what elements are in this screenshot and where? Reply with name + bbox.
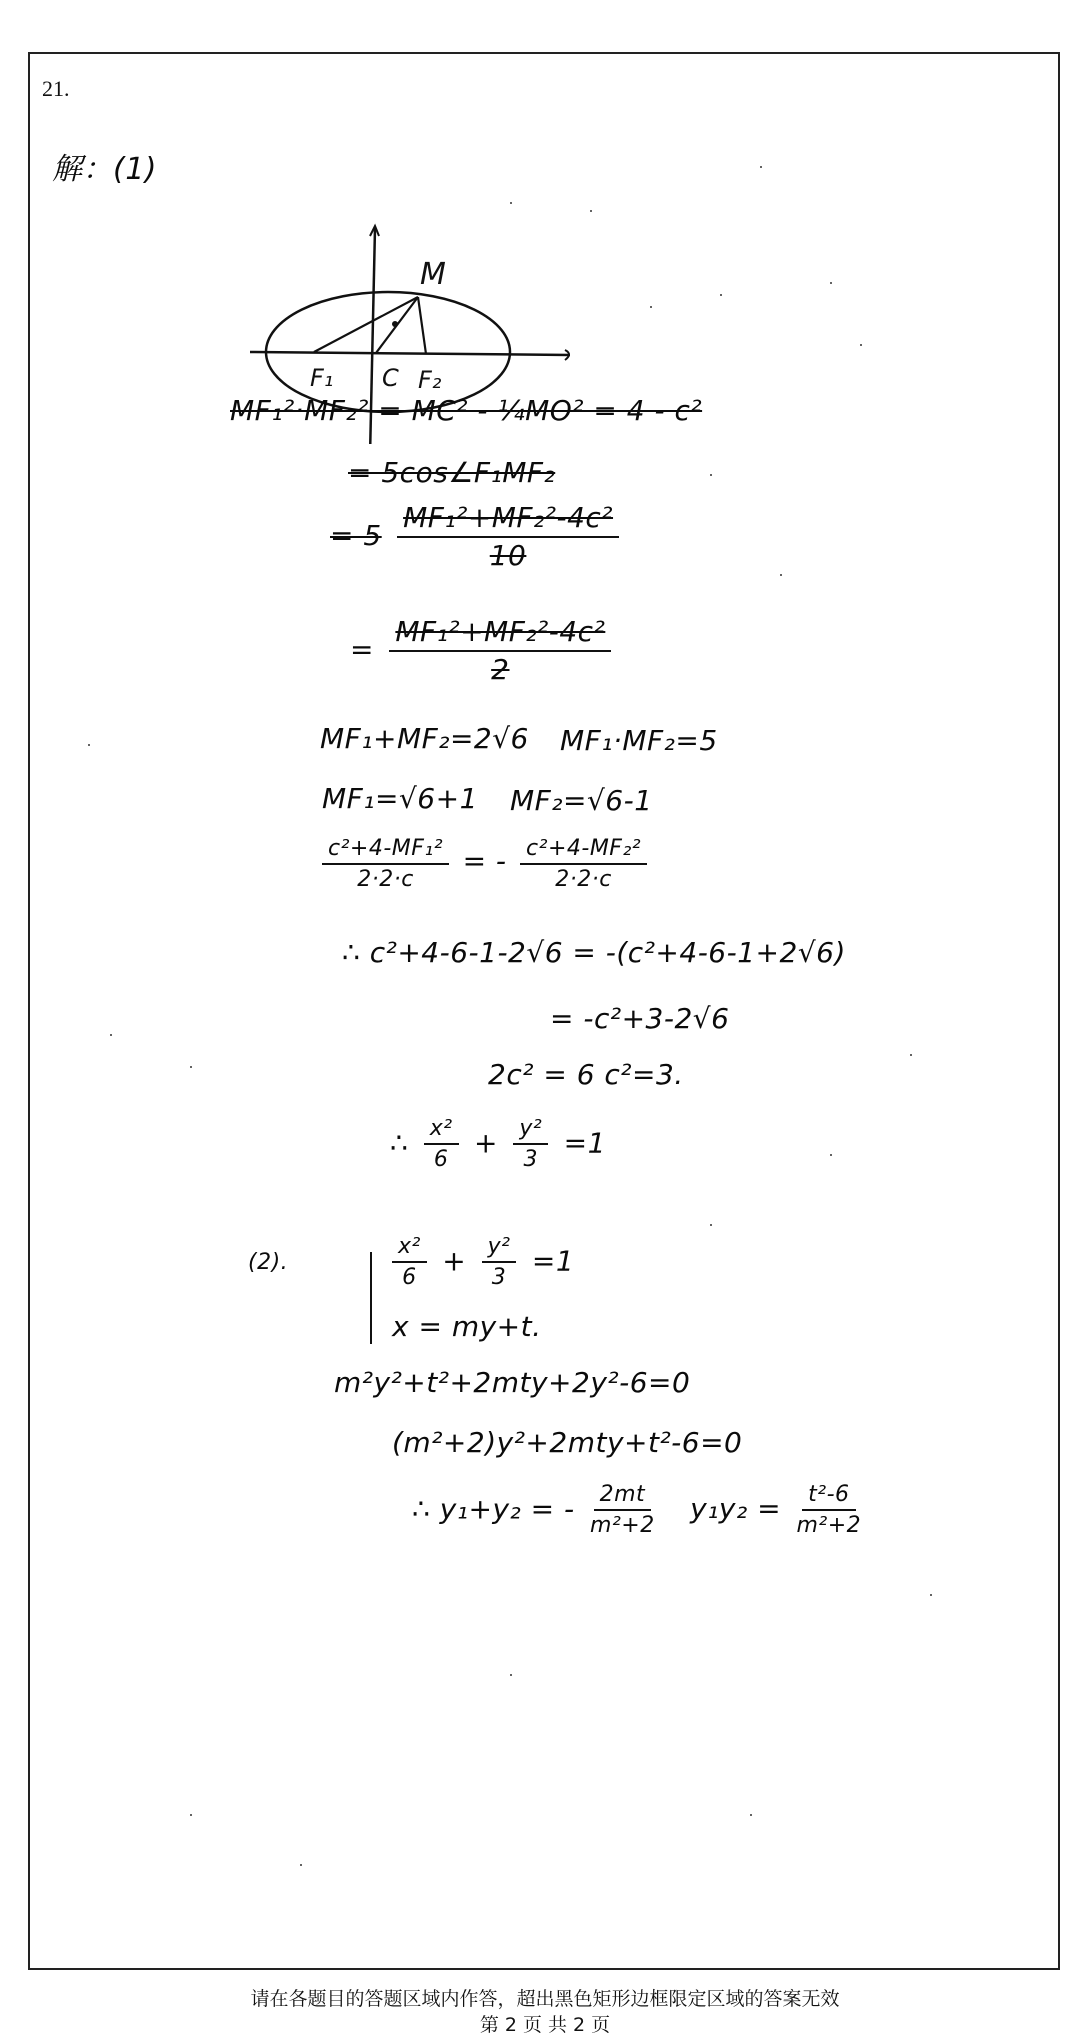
system-brace <box>370 1252 372 1344</box>
part2-label: (2). <box>248 1250 289 1275</box>
footer-notice: 请在各题目的答题区域内作答，超出黑色矩形边框限定区域的答案无效 <box>250 1988 840 2010</box>
label-f2: F₂ <box>418 366 442 394</box>
line-product: MF₁·MF₂=5 <box>560 724 718 757</box>
label-f1: F₁ <box>310 364 334 392</box>
struck-line-3: = 5 $\frac{\text{MF₁²+MF₂²-4c²}}{10}$ <box>330 502 625 572</box>
system-line: x = my+t. <box>392 1310 542 1343</box>
line-expand: ∴ c²+4-6-1-2√6 = -(c²+4-6-1+2√6) <box>342 936 846 969</box>
footer-page: 第 2 页 共 2 页 <box>479 2014 611 2036</box>
line-quadratic: (m²+2)y²+2mty+t²-6=0 <box>392 1426 743 1459</box>
struck-line-4: = $\frac{\text{MF₁²+MF₂²-4c²}}{2}$ <box>350 616 617 686</box>
line-sum: MF₁+MF₂=2√6 <box>320 722 529 755</box>
line-c-squared: 2c² = 6 c²=3. <box>488 1058 684 1091</box>
line-substitute: m²y²+t²+2mty+2y²-6=0 <box>334 1366 691 1399</box>
line-mf1: MF₁=√6+1 <box>322 782 478 815</box>
struck-fraction-4: $\frac{\text{MF₁²+MF₂²-4c²}}{2}$ <box>389 616 611 686</box>
line-mf2: MF₂=√6-1 <box>510 784 653 817</box>
struck-line-1: MF₁²·MF₂² = MC² - ¼MO² = 4 - c² <box>230 394 703 427</box>
struck-line-2: = 5cos∠F₁MF₂ <box>348 456 556 489</box>
answer-frame <box>28 52 1060 1970</box>
answer-label: 解：(1) <box>52 152 157 187</box>
system-ellipse: $\frac{\text{x²}}{6}$ + $\frac{\text{y²}}{3}$ =1 <box>386 1234 574 1291</box>
label-m: M <box>420 257 446 292</box>
vieta-relations: ∴ y₁+y₂ = - $\frac{2mt}{\text{m²+2}}$ y₁y₂ = $\frac{\text{t²-6}}{\text{m²+2}}$ <box>412 1482 862 1539</box>
struck-fraction-3: $\frac{\text{MF₁²+MF₂²-4c²}}{10}$ <box>397 502 619 572</box>
label-c: C <box>382 364 399 392</box>
ellipse-result: ∴ $\frac{\text{x²}}{6}$ + $\frac{\text{y²}}{3}$ =1 <box>390 1116 606 1173</box>
question-number: 21. <box>42 76 70 101</box>
cosine-equation: $\frac{\text{c²+4-MF₁²}}{2\cdot 2\cdot c}$ = - $\frac{\text{c²+4-MF₂²}}{2\cdot 2\cdot c}$ <box>316 836 653 893</box>
line-simplify: = -c²+3-2√6 <box>550 1002 730 1035</box>
